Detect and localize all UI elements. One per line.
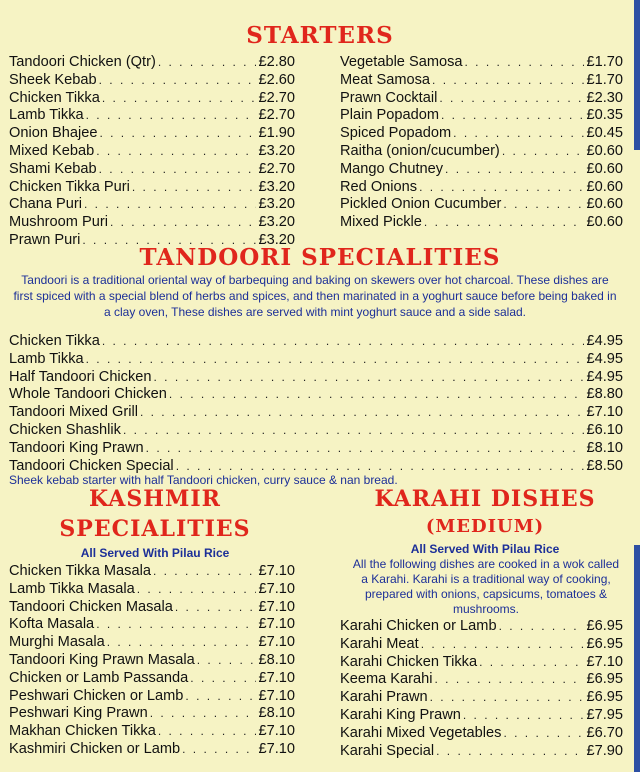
menu-item (9, 351, 623, 369)
starters-right-list (340, 54, 623, 232)
item-name: Meat Samosa (340, 71, 431, 88)
item-name: Lamb Tikka (9, 350, 84, 367)
menu-item (9, 54, 295, 72)
dot-leader (421, 636, 585, 654)
item-name: Onion Bhajee (9, 125, 98, 142)
dot-leader (197, 652, 257, 670)
item-price: £7.10 (258, 669, 295, 686)
menu-item (340, 689, 623, 707)
item-name: Chicken Tikka Puri (9, 178, 130, 195)
tandoori-heading: TANDOORI SPECIALITIES (139, 244, 501, 271)
item-price: £2.70 (258, 160, 295, 177)
item-price: £8.10 (258, 705, 295, 722)
item-price: £8.10 (586, 439, 623, 456)
item-price: £4.95 (586, 368, 623, 385)
starters-left-list (9, 54, 295, 250)
item-price: £0.35 (586, 107, 623, 124)
menu-item (340, 54, 623, 72)
dot-leader (430, 689, 585, 707)
menu-item (9, 72, 295, 90)
dot-leader (185, 688, 256, 706)
item-name: Plain Popadom (340, 107, 439, 124)
dot-leader (158, 54, 257, 72)
kashmir-list (9, 563, 295, 759)
item-price: £7.10 (258, 598, 295, 615)
dot-leader (463, 707, 585, 725)
item-name: Shami Kebab (9, 160, 97, 177)
menu-item (9, 125, 295, 143)
menu-item (340, 707, 623, 725)
dot-leader (439, 90, 584, 108)
dot-leader (123, 422, 585, 440)
dot-leader (102, 333, 585, 351)
menu-item (340, 179, 623, 197)
dot-leader (132, 179, 257, 197)
item-price: £7.10 (586, 404, 623, 421)
item-name: Chicken Tikka (9, 89, 100, 106)
item-price: £0.60 (586, 196, 623, 213)
menu-item (9, 634, 295, 652)
item-name: Karahi Prawn (340, 689, 428, 706)
menu-item (340, 743, 623, 761)
item-name: Chicken Tikka Masala (9, 563, 151, 579)
dot-leader (436, 743, 584, 761)
starters-heading: STARTERS (246, 22, 394, 49)
menu-item (9, 161, 295, 179)
menu-item (9, 705, 295, 723)
item-name: Mango Chutney (340, 160, 444, 177)
karahi-description: All the following dishes are cooked in a wok called a Karahi. Karahi is a traditional way of cooking, prepared with onions, capsicums, tomatoes & mushrooms. (352, 557, 620, 616)
dot-leader (86, 107, 257, 125)
item-name: Raitha (onion/cucumber) (340, 142, 500, 159)
item-name: Peshwari King Prawn (9, 705, 148, 722)
item-price: £7.10 (258, 563, 295, 579)
item-name: Tandoori Chicken Special (9, 457, 174, 474)
menu-item (340, 161, 623, 179)
item-price: £6.70 (586, 724, 623, 741)
item-name: Karahi Meat (340, 635, 419, 652)
menu-item (9, 670, 295, 688)
item-name: Mushroom Puri (9, 214, 108, 231)
dot-leader (146, 440, 585, 458)
menu-item (9, 107, 295, 125)
menu-item (340, 725, 623, 743)
item-name: Karahi Chicken Tikka (340, 653, 478, 670)
dot-leader (434, 671, 584, 689)
item-name: Sheek Kebab (9, 71, 97, 88)
item-name: Karahi King Prawn (340, 706, 461, 723)
dot-leader (424, 214, 585, 232)
menu-item (340, 214, 623, 232)
kashmir-heading-line2: SPECIALITIES (59, 516, 251, 542)
dot-leader (154, 369, 585, 387)
karahi-heading-line1: KARAHI DISHES (374, 486, 596, 512)
dot-leader (107, 634, 257, 652)
item-name: Keema Karahi (340, 671, 433, 688)
dot-leader (182, 741, 256, 759)
dot-leader (445, 161, 584, 179)
item-name: Prawn Puri (9, 231, 81, 248)
item-name: Tandoori King Prawn Masala (9, 651, 195, 668)
dot-leader (84, 196, 256, 214)
menu-item (340, 107, 623, 125)
item-price: £2.70 (258, 107, 295, 124)
item-name: Peshwari Chicken or Lamb (9, 687, 184, 704)
item-name: Pickled Onion Cucumber (340, 196, 502, 213)
dot-leader (99, 161, 257, 179)
item-price: £2.70 (258, 89, 295, 106)
item-name: Lamb Tikka (9, 107, 84, 124)
menu-item (340, 90, 623, 108)
item-name: Karahi Mixed Vegetables (340, 724, 502, 741)
item-price: £0.60 (586, 160, 623, 177)
menu-item (9, 333, 623, 351)
menu-item (9, 214, 295, 232)
item-name: Mixed Pickle (340, 214, 422, 231)
item-name: Makhan Chicken Tikka (9, 723, 156, 740)
menu-item (9, 90, 295, 108)
tandoori-list (9, 333, 623, 475)
dot-leader (432, 72, 584, 90)
item-name: Prawn Cocktail (340, 89, 438, 106)
item-name: Lamb Tikka Masala (9, 580, 135, 597)
item-name: Karahi Chicken or Lamb (340, 618, 497, 634)
menu-item (340, 143, 623, 161)
menu-item (340, 636, 623, 654)
item-price: £4.95 (586, 333, 623, 349)
karahi-list (340, 618, 623, 760)
menu-item (9, 741, 295, 759)
menu-item (9, 196, 295, 214)
item-name: Kofta Masala (9, 616, 95, 633)
menu-item (9, 652, 295, 670)
dot-leader (479, 654, 584, 672)
item-name: Mixed Kebab (9, 142, 95, 159)
karahi-heading-line2: (MEDIUM) (425, 516, 545, 537)
menu-item (9, 440, 623, 458)
dot-leader (153, 563, 257, 581)
menu-item (340, 196, 623, 214)
item-name: Chicken Tikka (9, 333, 100, 349)
menu-item (9, 599, 295, 617)
menu-item (340, 125, 623, 143)
item-name: Tandoori Mixed Grill (9, 404, 138, 421)
item-price: £4.95 (586, 350, 623, 367)
item-price: £7.10 (258, 580, 295, 597)
dot-leader (441, 107, 584, 125)
menu-item (9, 386, 623, 404)
item-price: £7.10 (586, 653, 623, 670)
dot-leader (137, 581, 257, 599)
item-price: £6.95 (586, 689, 623, 706)
edge-stripe-bottom (634, 545, 640, 772)
item-name: Chicken or Lamb Passanda (9, 669, 189, 686)
dot-leader (453, 125, 584, 143)
item-price: £1.70 (586, 54, 623, 70)
item-name: Chana Puri (9, 196, 83, 213)
item-name: Red Onions (340, 178, 418, 195)
item-price: £7.95 (586, 706, 623, 723)
item-price: £7.10 (258, 687, 295, 704)
item-price: £6.95 (586, 671, 623, 688)
item-price: £6.10 (586, 421, 623, 438)
menu-item (9, 143, 295, 161)
dot-leader (99, 72, 257, 90)
menu-item (9, 616, 295, 634)
item-name: Tandoori King Prawn (9, 439, 144, 456)
item-price: £0.60 (586, 178, 623, 195)
item-price: £1.70 (586, 71, 623, 88)
dot-leader (503, 725, 584, 743)
item-price: £0.60 (586, 142, 623, 159)
item-price: £1.90 (258, 125, 295, 142)
item-price: £7.10 (258, 634, 295, 651)
menu-item (9, 581, 295, 599)
item-price: £0.60 (586, 214, 623, 231)
item-price: £3.20 (258, 178, 295, 195)
item-price: £8.50 (586, 457, 623, 474)
item-price: £8.80 (586, 386, 623, 403)
item-price: £6.95 (586, 618, 623, 634)
menu-item (9, 179, 295, 197)
item-name: Spiced Popadom (340, 125, 452, 142)
item-name: Whole Tandoori Chicken (9, 386, 167, 403)
dot-leader (86, 351, 585, 369)
dot-leader (169, 386, 585, 404)
dot-leader (503, 196, 584, 214)
item-name: Karahi Special (340, 742, 435, 759)
menu-item (340, 654, 623, 672)
menu-item (9, 422, 623, 440)
item-price: £3.20 (258, 214, 295, 231)
item-price: £3.20 (258, 196, 295, 213)
tandoori-special-note: Sheek kebab starter with half Tandoori chicken, curry sauce & nan bread. (9, 473, 398, 487)
item-name: Tandoori Chicken (Qtr) (9, 54, 156, 70)
menu-item (9, 563, 295, 581)
item-price: £6.95 (586, 635, 623, 652)
item-price: £2.80 (258, 54, 295, 70)
dot-leader (499, 618, 585, 636)
dot-leader (465, 54, 585, 72)
menu-item (340, 671, 623, 689)
item-price: £7.10 (258, 723, 295, 740)
item-name: Vegetable Samosa (340, 54, 463, 70)
item-name: Murghi Masala (9, 634, 105, 651)
item-price: £0.45 (586, 125, 623, 142)
item-price: £3.20 (258, 231, 295, 248)
menu-item (9, 688, 295, 706)
item-price: £2.60 (258, 71, 295, 88)
kashmir-subtitle: All Served With Pilau Rice (80, 546, 230, 560)
dot-leader (150, 705, 257, 723)
dot-leader (96, 143, 256, 161)
menu-item (9, 723, 295, 741)
dot-leader (140, 404, 585, 422)
item-name: Chicken Shashlik (9, 421, 121, 438)
menu-item (340, 618, 623, 636)
item-name: Half Tandoori Chicken (9, 368, 152, 385)
item-name: Kashmiri Chicken or Lamb (9, 740, 181, 757)
item-price: £8.10 (258, 651, 295, 668)
dot-leader (419, 179, 584, 197)
dot-leader (175, 599, 257, 617)
item-price: £7.10 (258, 740, 295, 757)
tandoori-description: Tandoori is a traditional oriental way of barbequing and baking on skewers over hot charcoal. These dishes are first spiced with a special blend of herbs and spices, and then marinated in a yoghurt sauce before being baked in a clay oven, These dishes are served with mint yoghurt sauce and a side salad. (13, 273, 617, 319)
item-price: £7.90 (586, 742, 623, 759)
item-price: £7.10 (258, 616, 295, 633)
item-name: Tandoori Chicken Masala (9, 598, 173, 615)
dot-leader (110, 214, 257, 232)
dot-leader (96, 616, 256, 634)
menu-item (9, 404, 623, 422)
dot-leader (102, 90, 257, 108)
menu-item (9, 369, 623, 387)
item-price: £2.30 (586, 89, 623, 106)
kashmir-heading-line1: KASHMIR (89, 486, 221, 512)
dot-leader (190, 670, 256, 688)
menu-item (340, 72, 623, 90)
dot-leader (99, 125, 256, 143)
karahi-subtitle: All Served With Pilau Rice (410, 542, 560, 556)
dot-leader (158, 723, 257, 741)
item-price: £3.20 (258, 142, 295, 159)
dot-leader (502, 143, 585, 161)
